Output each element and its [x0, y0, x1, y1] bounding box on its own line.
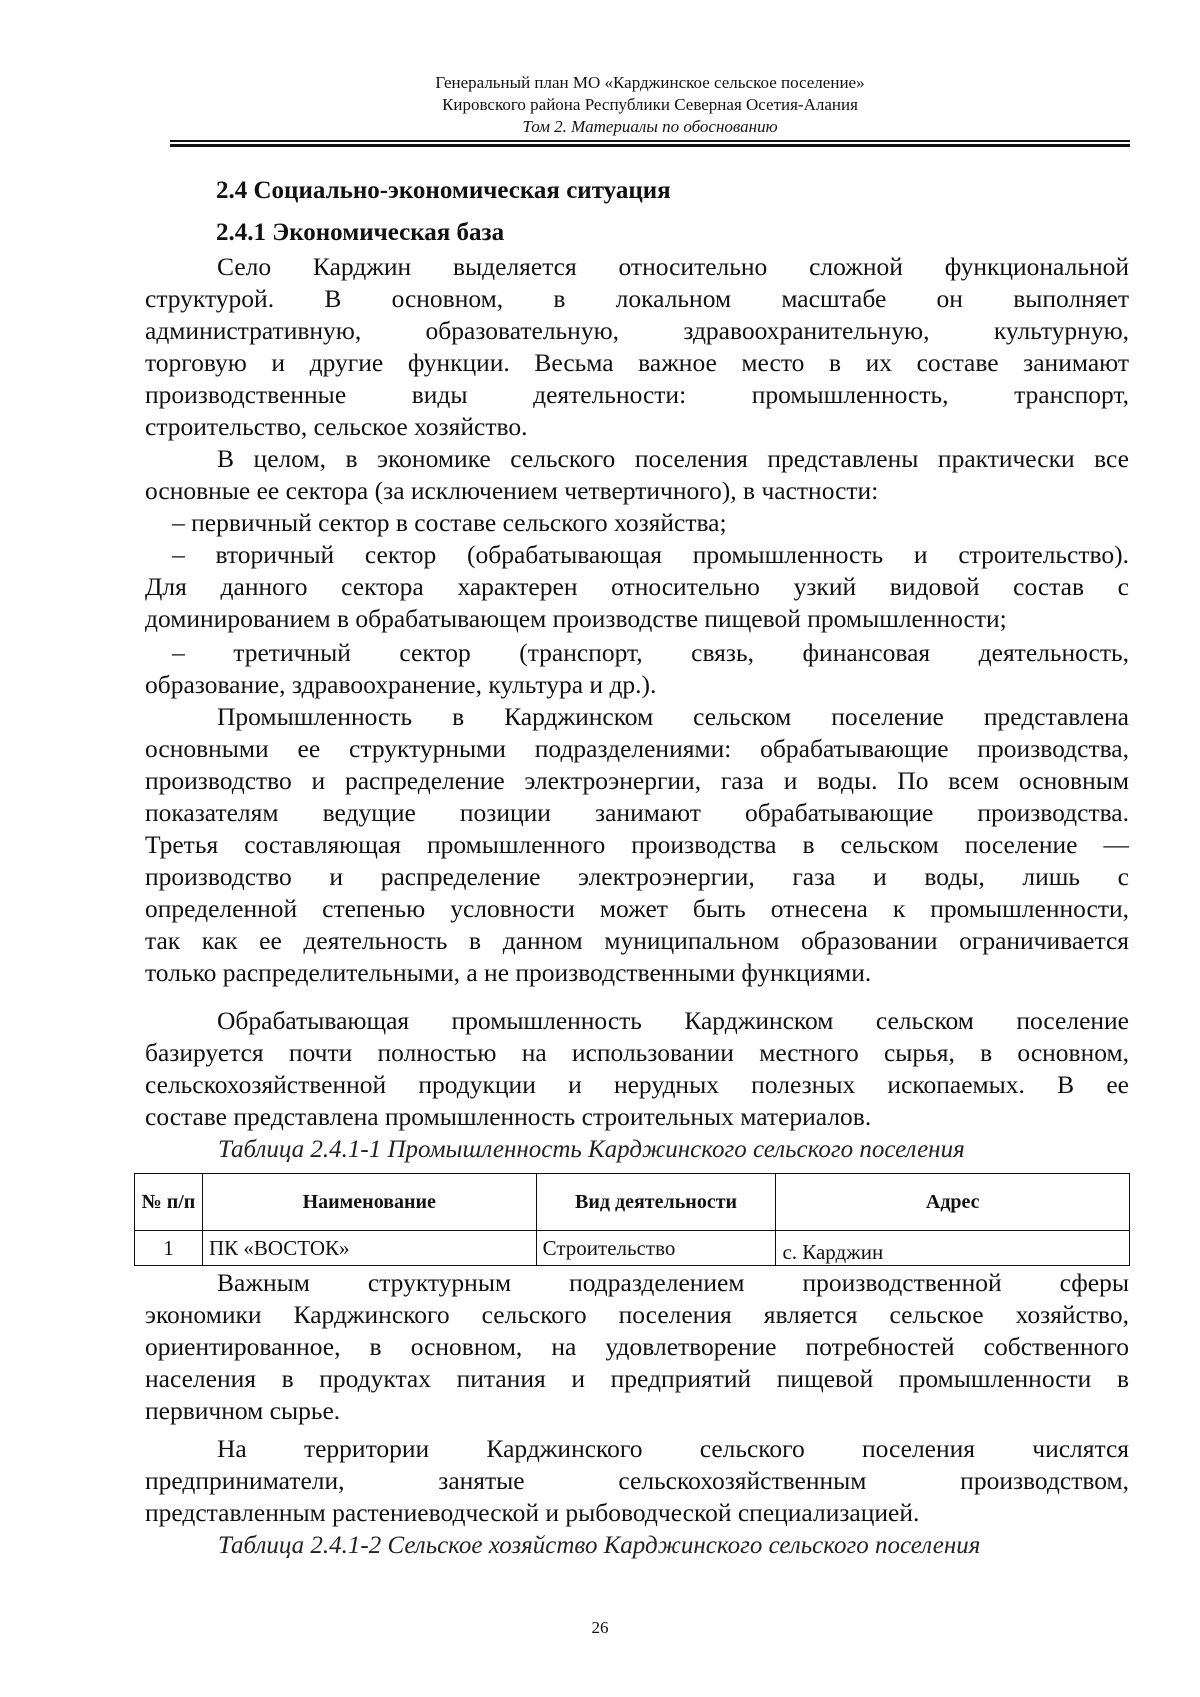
- header-line-1: Генеральный план МО «Карджинское сельское поселение»: [435, 73, 865, 92]
- body-line: Обрабатывающая промышленность Карджинском сельском поселение: [217, 1006, 1129, 1035]
- header-rule-thick: [170, 144, 1130, 147]
- table-header-row: [135, 1174, 1130, 1231]
- body-line: доминированием в обрабатывающем производстве пищевой промышленности;: [145, 604, 1007, 633]
- header-cell-address: Адрес: [776, 1174, 1130, 1231]
- cell-number: 1: [135, 1231, 203, 1266]
- cell-name: ПК «ВОСТОК»: [202, 1231, 536, 1266]
- body-line: Третья составляющая промышленного производства в сельском поселение —: [145, 830, 1129, 859]
- body-line: составе представлена промышленность строительных материалов.: [145, 1102, 872, 1131]
- table-caption-1: Таблица 2.4.1-1 Промышленность Карджинского сельского поселения: [218, 1136, 965, 1163]
- body-line: На территории Карджинского сельского поселения числятся: [217, 1434, 1129, 1463]
- body-line: Село Карджин выделяется относительно сложной функциональной: [217, 252, 1129, 281]
- body-line: строительство, сельское хозяйство.: [145, 412, 528, 441]
- header-line-3: Том 2. Материалы по обоснованию: [522, 117, 778, 136]
- body-line: базируется почти полностью на использовании местного сырья, в основном,: [145, 1038, 1129, 1067]
- body-line: В целом, в экономике сельского поселения представлены практически все: [217, 444, 1129, 473]
- body-line: производство и распределение электроэнергии, газа и воды, лишь с: [145, 862, 1129, 891]
- body-line: экономики Карджинского сельского поселения является сельское хозяйство,: [145, 1300, 1129, 1329]
- body-line: сельскохозяйственной продукции и нерудных полезных ископаемых. В ее: [145, 1070, 1129, 1099]
- body-line: так как ее деятельность в данном муниципальном образовании ограничивается: [145, 926, 1129, 955]
- running-header: [170, 72, 1130, 138]
- body-line: Для данного сектора характерен относительно узкий видовой состав с: [145, 572, 1129, 601]
- subsection-title: 2.4.1 Экономическая база: [216, 219, 505, 246]
- body-line: представленным растениеводческой и рыбоводческой специализацией.: [145, 1498, 920, 1527]
- body-line: показателям ведущие позиции занимают обрабатывающие производства.: [145, 798, 1129, 827]
- body-line: структурой. В основном, в локальном масштабе он выполняет: [145, 284, 1129, 313]
- body-line: торговую и другие функции. Весьма важное место в их составе занимают: [145, 348, 1129, 377]
- body-line: производственные виды деятельности: промышленность, транспорт,: [145, 380, 1129, 409]
- header-cell-number: № п/п: [135, 1174, 203, 1231]
- body-line: только распределительными, а не производственными функциями.: [145, 958, 872, 987]
- body-line: Промышленность в Карджинском сельском поселение представлена: [217, 702, 1129, 731]
- list-item: – вторичный сектор (обрабатывающая промышленность и строительство).: [172, 540, 1129, 569]
- cell-address: с. Карджин: [776, 1231, 1130, 1266]
- body-line: основные ее сектора (за исключением четвертичного), в частности:: [145, 476, 879, 505]
- header-cell-name: Наименование: [202, 1174, 536, 1231]
- industry-table: [134, 1173, 1130, 1266]
- list-item: – третичный сектор (транспорт, связь, финансовая деятельность,: [172, 638, 1129, 667]
- body-line: образование, здравоохранение, культура и др.).: [145, 670, 657, 699]
- header-cell-activity: Вид деятельности: [536, 1174, 776, 1231]
- list-item: – первичный сектор в составе сельского хозяйства;: [172, 508, 727, 537]
- body-line: определенной степенью условности может быть отнесена к промышленности,: [145, 894, 1129, 923]
- body-line: административную, образовательную, здравоохранительную, культурную,: [145, 316, 1129, 345]
- header-line-2: Кировского района Республики Северная Осетия-Алания: [442, 95, 858, 114]
- body-line: первичном сырье.: [145, 1396, 341, 1425]
- body-line: Важным структурным подразделением производственной сферы: [217, 1268, 1129, 1297]
- table-row: [135, 1231, 1130, 1266]
- section-title: 2.4 Социально-экономическая ситуация: [216, 177, 671, 204]
- body-line: производство и распределение электроэнергии, газа и воды. По всем основным: [145, 766, 1129, 795]
- header-rule-thin: [170, 140, 1130, 142]
- table-caption-2: Таблица 2.4.1-2 Сельское хозяйство Карджинского сельского поселения: [218, 1532, 981, 1559]
- body-line: ориентированное, в основном, на удовлетворение потребностей собственного: [145, 1332, 1129, 1361]
- body-line: населения в продуктах питания и предприятий пищевой промышленности в: [145, 1364, 1129, 1393]
- cell-activity: Строительство: [536, 1231, 776, 1266]
- body-line: основными ее структурными подразделениями: обрабатывающие производства,: [145, 734, 1129, 763]
- page-number: 26: [591, 1618, 609, 1637]
- body-line: предприниматели, занятые сельскохозяйственным производством,: [145, 1466, 1129, 1495]
